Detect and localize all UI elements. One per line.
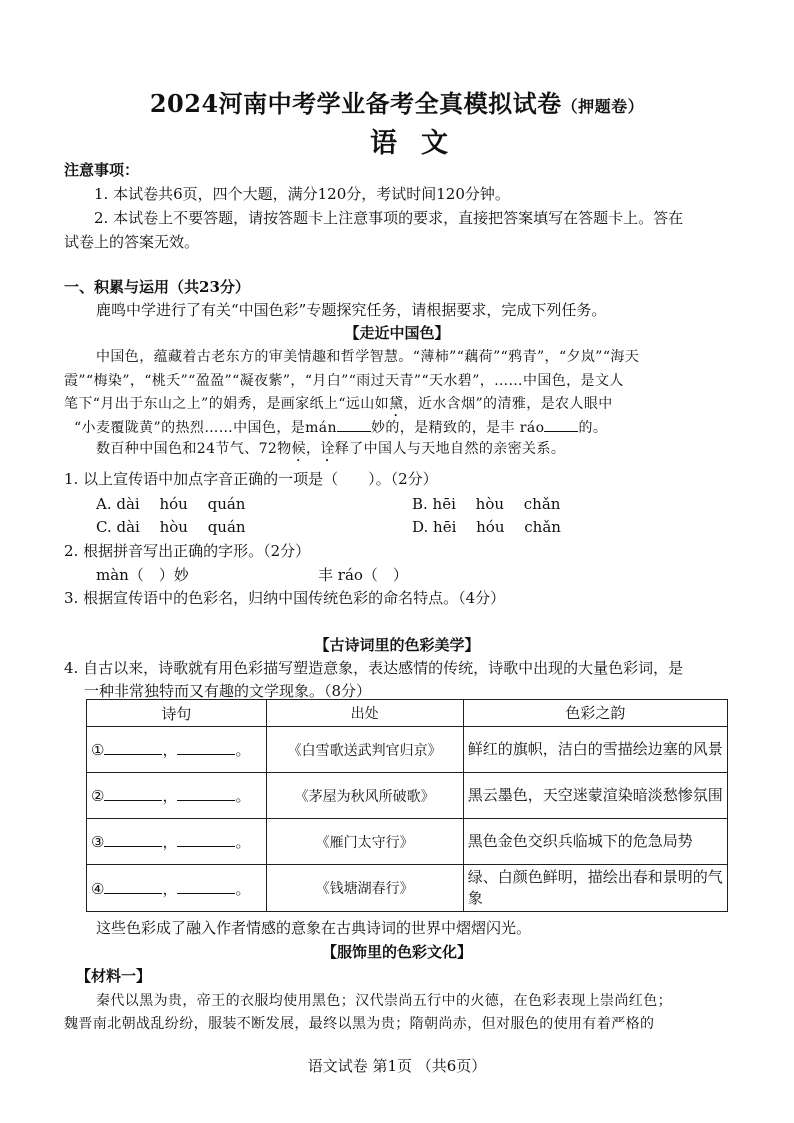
exam-title: 2024河南中考学业备考全真模拟试卷（押题卷）: [149, 89, 645, 118]
page-footer: 语文试卷 第1页 （共6页）: [307, 1057, 487, 1075]
question-2-a: màn（ ）妙: [96, 566, 189, 584]
part1-intro: 鹿鸣中学进行了有关“中国色彩”专题探究任务，请根据要求，完成下列任务。: [96, 301, 607, 319]
answer-blank: [177, 879, 235, 894]
table-header: 出处: [266, 700, 463, 727]
source-cell: 《雁门太守行》: [266, 819, 463, 865]
passage-line: 笔下“月出于东山之上”的娟秀，是画家纸上“远山如黛，近水含烟”的清雅，是农人眼中: [64, 396, 613, 412]
option-c: C. dài hòu quán: [96, 518, 246, 536]
table-header: 色彩之韵: [463, 700, 727, 727]
notice-item-1: 1. 本试卷共6页，四个大题，满分120分，考试时间120分钟。: [94, 185, 510, 203]
dotted-char: 诠: [320, 441, 335, 457]
dotted-char: 候: [291, 441, 307, 457]
section-heading-3: 【服饰里的色彩文化】: [321, 943, 472, 961]
part1-heading: 一、积累与运用（共23分）: [64, 278, 250, 296]
question-3: 3. 根据宣传语中的色彩名，归纳中国传统色彩的命名特点。（4分）: [64, 589, 506, 607]
question-2: 2. 根据拼音写出正确的字形。（2分）: [64, 542, 311, 560]
source-cell: 《钱塘湖春行》: [266, 865, 463, 912]
question-1: 1. 以上宣传语中加点字音正确的一项是（ ）。（2分）: [64, 470, 438, 488]
table-header: 诗句: [87, 700, 267, 727]
passage-line: “小麦覆陇黄”的热烈……中国色，是mán 妙的，是精致的，是丰 ráo 的。: [74, 417, 607, 438]
material-line: 魏晋南北朝战乱纷纷，服装不断发展，最终以黑为贵；隋朝尚赤，但对服色的使用有着严格的: [64, 1016, 655, 1032]
material-1-label: 【材料一】: [76, 967, 152, 985]
notice-heading: 注意事项：: [64, 161, 140, 179]
dotted-char: 黛: [389, 396, 404, 412]
passage-line: 数百种中国色和24节气、72物候，诠释了中国人与天地自然的亲密关系。: [96, 441, 566, 457]
answer-blank: [177, 832, 235, 847]
desc-cell: 黑色金色交织兵临城下的危急局势: [463, 819, 727, 865]
verse-cell: ① ， 。: [87, 727, 267, 773]
answer-blank: [104, 879, 162, 894]
desc-cell: 绿、白颜色鲜明，描绘出春和景明的气象: [463, 865, 727, 912]
answer-blank: [104, 832, 162, 847]
option-b: B. hēi hòu chǎn: [412, 495, 561, 513]
material-line: 秦代以黑为贵，帝王的衣服均使用黑色；汉代崇尚五行中的火德，在色彩表现上崇尚红色；: [96, 993, 672, 1009]
source-cell: 《白雪歌送武判官归京》: [266, 727, 463, 773]
question-2-b: 丰 ráo（ ）: [318, 566, 408, 584]
answer-blank: [104, 786, 162, 801]
table-header-row: [87, 700, 728, 727]
answer-blank: [337, 417, 371, 432]
verse-cell: ④ ， 。: [87, 865, 267, 912]
notice-item-2-cont: 试卷上的答案无效。: [64, 233, 200, 251]
table-row: [87, 865, 728, 912]
desc-cell: 鲜红的旗帜，洁白的雪描绘边塞的风景: [463, 727, 727, 773]
table-row: [87, 773, 728, 819]
poem-table: [86, 699, 728, 912]
answer-blank: [104, 740, 162, 755]
question-4-cont: 一种非常独特而又有趣的文学现象。（8分）: [84, 682, 372, 700]
answer-blank: [544, 417, 578, 432]
notice-item-2: 2. 本试卷上不要答题，请按答题卡上注意事项的要求，直接把答案填写在答题卡上。答在: [94, 209, 684, 227]
source-cell: 《茅屋为秋风所破歌》: [266, 773, 463, 819]
table-row: [87, 727, 728, 773]
question-4: 4. 自古以来，诗歌就有用色彩描写塑造意象，表达感情的传统，诗歌中出现的大量色彩词，是: [64, 659, 684, 677]
section-heading-1: 【走近中国色】: [344, 324, 450, 342]
table-row: [87, 819, 728, 865]
verse-cell: ② ， 。: [87, 773, 267, 819]
subject-title: 语文: [370, 128, 472, 159]
passage-line: 中国色，蕴藏着古老东方的审美情趣和哲学智慧。“薄柿”“藕荷”“鸦青”，“夕岚”“海天: [96, 349, 640, 365]
verse-cell: ③ ， 。: [87, 819, 267, 865]
passage-line: 霞”“梅染”，“桃夭”“盈盈”“凝夜紫”，“月白”“雨过天青”“天水碧”，……中国色，是文人: [64, 373, 624, 389]
option-a: A. dài hóu quán: [96, 495, 246, 513]
answer-blank: [177, 740, 235, 755]
after-table-text: 这些色彩成了融入作者情感的意象在古典诗词的世界中熠熠闪光。: [96, 919, 532, 937]
option-d: D. hēi hóu chǎn: [412, 518, 561, 536]
answer-blank: [177, 786, 235, 801]
section-heading-2: 【古诗词里的色彩美学】: [314, 636, 480, 654]
desc-cell: 黑云墨色，天空迷蒙渲染暗淡愁惨氛围: [463, 773, 727, 819]
